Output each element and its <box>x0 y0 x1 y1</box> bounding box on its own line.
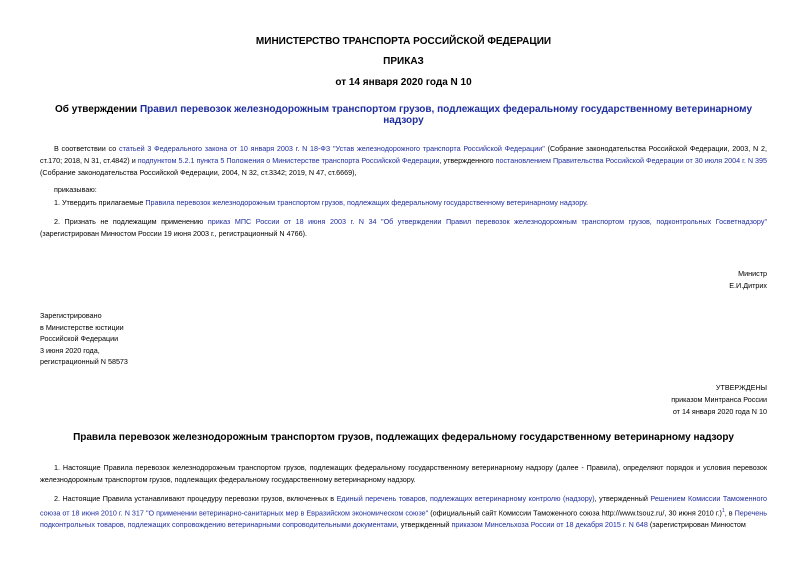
registration-line-5: регистрационный N 58573 <box>40 357 128 366</box>
registration-line-2: в Министерстве юстиции <box>40 322 124 332</box>
title-rules-link[interactable]: Правил перевозок железнодорожным транспортом грузов, подлежащих федеральному государственному ветеринарному надзору <box>139 104 753 126</box>
order-word: приказываю: <box>54 185 97 194</box>
order-item-2 <box>40 216 767 240</box>
unified-goods-list-link[interactable]: Единый перечень товаров, подлежащих ветеринарному контролю (надзору) <box>336 494 595 503</box>
registration-line-3: Российской Федерации <box>40 334 119 343</box>
rule-paragraph-1: 1. Настоящие Правила перевозок железнодорожным транспортом грузов, подлежащих федеральному государственному ветеринарному надзору (далее - Правила), определяют порядок и условия перевозок железнодорожным транспортом грузов, подлежащих федеральному государственному ветеринарному надзору. <box>40 463 767 484</box>
rule2-text-3: (официальный сайт Комиссии Таможенного союза http://www.tsouz.ru/, 30 июня 2010 г.) <box>428 508 722 518</box>
rule-paragraph-2 <box>40 493 767 531</box>
approval-line-2: приказом Минтранса России <box>671 395 767 404</box>
preamble-text-2: (Собрание законодательства Российской Федерации, 2003, N 2, ст.170; 2018, N 31, ст.4842) и <box>40 144 767 165</box>
signature-block <box>467 268 767 292</box>
rule2-text-6: (зарегистрирован Минюстом <box>647 520 746 530</box>
item2-text-1: 2. Признать не подлежащим применению <box>54 217 208 226</box>
registration-block <box>40 310 340 368</box>
preamble-text-3: , утвержденного <box>439 156 496 165</box>
customs-union-decision-link[interactable]: Решением Комиссии Таможенного союза от 18 июня 2010 г. N 317 "О применении ветеринарно-санитарных мер в Евразийском экономическом союзе" <box>40 494 767 518</box>
approved-rules-link[interactable]: Правила перевозок железнодорожным транспортом грузов, подлежащих федеральному государственному ветеринарному надзору <box>145 198 586 207</box>
rule2-text-4: , в <box>724 508 735 518</box>
order-item-1 <box>40 197 767 209</box>
law-article-link[interactable]: статьей 3 Федерального закона от 10 января 2003 г. N 18-ФЗ "Устав железнодорожного транспорта Российской Федерации" <box>118 144 545 153</box>
document-title <box>40 104 767 126</box>
rule2-text-1: 2. Настоящие Правила устанавливают процедуру перевозки грузов, включенных в <box>54 494 337 503</box>
signature-position: Министр <box>738 269 767 278</box>
preamble-text-4: (Собрание законодательства Российской Федерации, 2004, N 32, ст.3342; 2019, N 47, ст.6669), <box>40 168 357 177</box>
rules-title: Правила перевозок железнодорожным транспортом грузов, подлежащих федеральному государственному ветеринарному надзору <box>73 432 734 443</box>
ministry-heading: МИНИСТЕРСТВО ТРАНСПОРТА РОССИЙСКОЙ ФЕДЕРАЦИИ <box>255 36 552 47</box>
rule2-text-2: , утвержденный <box>594 494 651 503</box>
doc-type-heading: ПРИКАЗ <box>383 56 424 67</box>
registration-line-1: Зарегистрировано <box>40 311 102 320</box>
approval-line-1: УТВЕРЖДЕНЫ <box>715 383 767 392</box>
item2-text-2: (зарегистрирован Минюстом России 19 июня 2003 г., регистрационный N 4766). <box>40 229 308 238</box>
regulation-subparagraph-link[interactable]: подпунктом 5.2.1 пункта 5 Положения о Министерстве транспорта Российской Федерации <box>137 156 440 165</box>
preamble-text-1: В соответствии со <box>54 144 119 153</box>
registration-line-4: 3 июня 2020 года, <box>40 345 100 355</box>
footnote-1-link[interactable]: 1 <box>721 508 725 514</box>
signature-name: Е.И.Дитрих <box>729 281 767 290</box>
item1-text-2: . <box>585 198 588 207</box>
minselkhoz-order-link[interactable]: приказом Минсельхоза России от 18 декабря 2015 г. N 648 <box>451 520 648 530</box>
mps-order-link[interactable]: приказ МПС России от 18 июня 2003 г. N 34 "Об утверждении Правил перевозок железнодорожным транспортом грузов, подконтрольных Госветнадзору" <box>207 217 767 226</box>
rule2-text-5: , утвержденный <box>396 520 452 530</box>
item1-text-1: 1. Утвердить прилагаемые <box>54 198 146 207</box>
controlled-goods-list-link[interactable]: Перечень подконтрольных товаров, подлежащих сопровождению ветеринарными сопроводительными документами <box>40 508 767 530</box>
preamble-paragraph <box>40 143 767 179</box>
approval-line-3: от 14 января 2020 года N 10 <box>672 407 767 416</box>
doc-date-number: от 14 января 2020 года N 10 <box>335 77 472 88</box>
government-decree-link[interactable]: постановлением Правительства Российской Федерации от 30 июля 2004 г. N 395 <box>495 156 768 165</box>
approval-block <box>467 382 767 418</box>
title-prefix: Об утверждении <box>54 104 140 115</box>
